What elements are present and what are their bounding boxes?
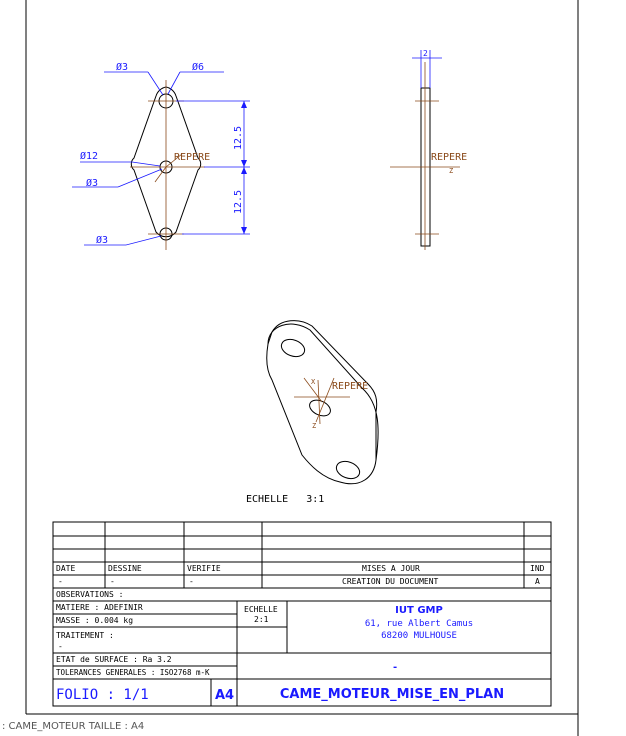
dim-d6: Ø6 (192, 62, 205, 73)
status-bar: : CAME_MOTEUR TAILLE : A4 (2, 721, 145, 732)
front-datum-label: REPERE (174, 152, 211, 163)
iso-axis-x: X (311, 378, 316, 386)
org-address-line1: 61, rue Albert Camus (364, 619, 474, 629)
format-label: A4 (215, 688, 235, 703)
dim-d3-mid: Ø3 (86, 178, 99, 189)
treatment-value: - (58, 642, 63, 651)
org-name: IUT GMP (395, 605, 443, 616)
rev-header-date: DATE (56, 564, 76, 573)
side-datum-label: REPERE (431, 152, 468, 163)
side-axis-z: Z (449, 167, 454, 175)
front-view (72, 61, 250, 250)
rev-row-checked: - (189, 577, 194, 586)
folio-label: FOLIO : 1/1 (56, 687, 149, 703)
material-field: MATIERE : ADEFINIR (56, 603, 143, 612)
treatment-field: TRAITEMENT : (56, 631, 114, 640)
dim-d12: Ø12 (80, 151, 99, 162)
scale-caption: ECHELLE 3:1 (246, 494, 325, 505)
surface-field: ETAT de SURFACE : Ra 3.2 (56, 655, 172, 664)
dim-12-5-top: 12.5 (233, 125, 244, 150)
scale-label: ECHELLE (244, 605, 278, 614)
rev-header-updates: MISES A JOUR (362, 564, 420, 573)
title-dash: - (393, 662, 398, 673)
part-name: CAME_MOTEUR_MISE_EN_PLAN (279, 687, 505, 702)
iso-view (267, 321, 378, 484)
rev-header-checked: VERIFIE (187, 564, 221, 573)
dim-12-5-bottom: 12.5 (233, 189, 244, 214)
sheet-frame (26, 0, 578, 736)
scale-value: 2:1 (254, 615, 269, 624)
rev-row-date: - (58, 577, 63, 586)
dim-d3-top: Ø3 (116, 62, 129, 73)
rev-header-drawn: DESSINE (108, 564, 142, 573)
iso-axis-z: Z (312, 422, 317, 430)
rev-row-updates: CREATION DU DOCUMENT (342, 577, 439, 586)
dim-d3-bottom: Ø3 (96, 235, 109, 246)
org-address-line2: 68200 MULHOUSE (381, 631, 457, 641)
rev-row-index: A (535, 577, 540, 586)
tolerances-field: TOLERANCES GENERALES : ISO2768 m-K (56, 668, 210, 677)
mass-field: MASSE : 0.004 kg (56, 616, 134, 625)
side-view (390, 49, 467, 250)
title-block (53, 522, 551, 706)
iso-datum-label: REPERE (332, 381, 369, 392)
dim-thickness: 2 (423, 49, 428, 58)
rev-header-index: IND (530, 564, 545, 573)
observations-label: OBSERVATIONS : (56, 590, 124, 599)
rev-row-drawn: - (110, 577, 115, 586)
